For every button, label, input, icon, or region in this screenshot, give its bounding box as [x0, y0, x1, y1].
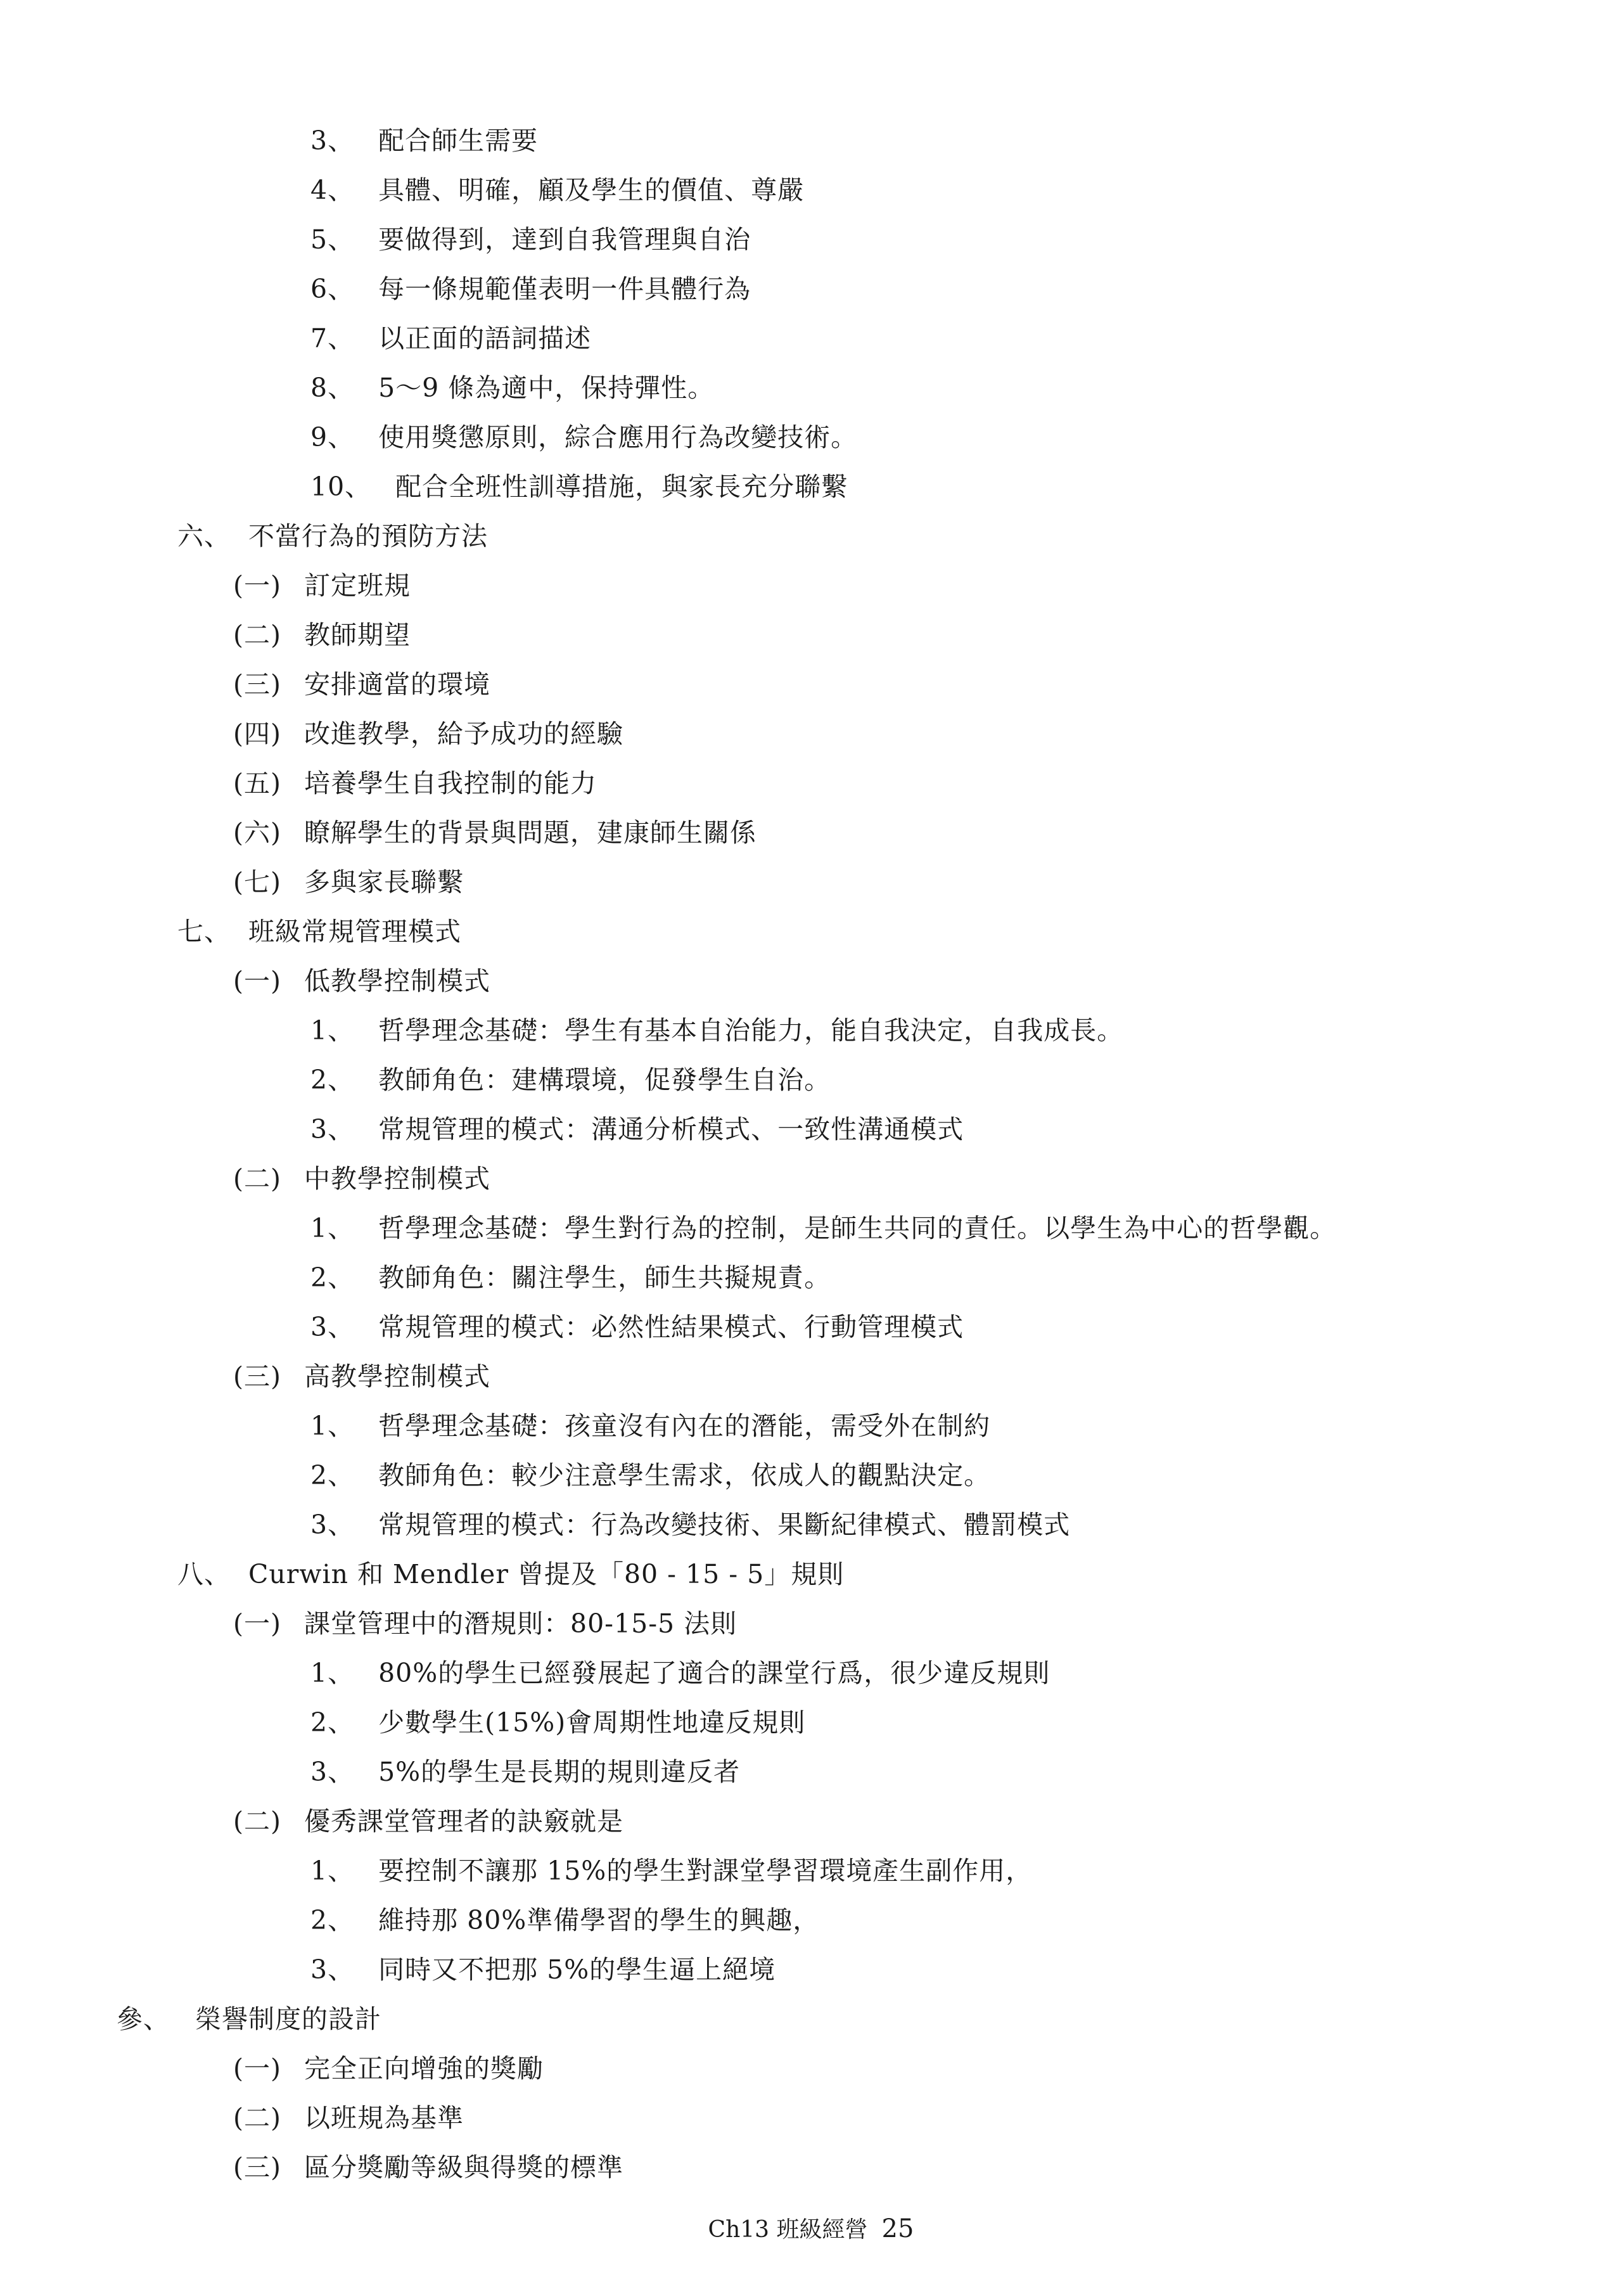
item-text: 中教學控制模式 — [304, 1164, 490, 1194]
item-number: 7、 — [310, 323, 355, 354]
item-number: (二) — [233, 620, 281, 650]
item-number: (二) — [233, 2103, 281, 2133]
item-text: 每一條規範僅表明一件具體行為 — [378, 274, 751, 304]
list-item — [310, 1904, 819, 1937]
item-text: 訂定班規 — [304, 570, 411, 601]
item-text: 多與家長聯繫 — [304, 867, 464, 897]
sub-item — [233, 2151, 623, 2184]
list-item — [310, 273, 751, 305]
item-text: 教師角色：建構環境，促發學生自治。 — [378, 1065, 831, 1095]
item-text: 維持那 80%準備學習的學生的興趣， — [378, 1905, 820, 1935]
item-text: 優秀課堂管理者的訣竅就是 — [304, 1806, 623, 1837]
item-text: 低教學控制模式 — [304, 966, 490, 996]
list-item — [310, 1261, 831, 1294]
item-number: (三) — [233, 669, 281, 700]
sub-item — [233, 1805, 623, 1838]
item-number: (四) — [233, 719, 281, 749]
item-number: (五) — [233, 768, 281, 798]
item-number: 4、 — [310, 175, 355, 205]
item-text: 以正面的語詞描述 — [378, 323, 592, 354]
list-item — [310, 223, 751, 256]
sub-item — [233, 2052, 544, 2085]
item-number: (三) — [233, 2152, 281, 2183]
sub-item — [233, 717, 623, 750]
item-text: 教師期望 — [304, 620, 411, 650]
item-number: 3、 — [310, 1312, 355, 1342]
item-text: 具體、明確，顧及學生的價值、尊嚴 — [378, 175, 805, 205]
list-item — [310, 1508, 1070, 1541]
item-text: 哲學理念基礎：學生有基本自治能力，能自我決定，自我成長。 — [378, 1015, 1124, 1046]
item-number: (一) — [233, 1608, 281, 1639]
item-number: (一) — [233, 570, 281, 601]
list-item — [310, 174, 804, 207]
item-number: 10、 — [310, 471, 372, 502]
chapter-heading — [117, 2003, 381, 2036]
list-item — [310, 1311, 964, 1344]
item-number: 1、 — [310, 1856, 355, 1886]
item-number: 3、 — [310, 1114, 355, 1145]
item-number: (一) — [233, 2053, 281, 2084]
list-item — [310, 1459, 990, 1492]
sub-item — [233, 1360, 490, 1393]
sub-item — [233, 619, 411, 651]
list-item — [310, 1014, 1123, 1047]
item-number: 2、 — [310, 1707, 355, 1738]
item-text: 培養學生自我控制的能力 — [304, 768, 597, 798]
section-title: Curwin 和 Mendler 曾提及「80 - 15 - 5」規則 — [248, 1559, 845, 1589]
item-number: 1、 — [310, 1213, 355, 1243]
list-item — [310, 421, 857, 454]
item-number: 1、 — [310, 1658, 355, 1688]
item-text: 5～9 條為適中，保持彈性。 — [378, 373, 715, 403]
item-number: 3、 — [310, 1510, 355, 1540]
list-item — [310, 1755, 740, 1788]
item-number: (三) — [233, 1361, 281, 1392]
list-item — [310, 470, 848, 503]
item-text: 配合師生需要 — [378, 125, 539, 156]
item-text: 要做得到，達到自我管理與自治 — [378, 224, 751, 255]
item-number: 3、 — [310, 1954, 355, 1985]
item-text: 瞭解學生的背景與問題，建康師生關係 — [304, 818, 757, 848]
item-text: 同時又不把那 5%的學生逼上絕境 — [378, 1954, 776, 1985]
item-number: (一) — [233, 966, 281, 996]
section-title: 不當行為的預防方法 — [248, 521, 488, 551]
item-text: 改進教學，給予成功的經驗 — [304, 719, 623, 749]
item-number: 1、 — [310, 1411, 355, 1441]
sub-item — [233, 668, 490, 701]
item-text: 區分獎勵等級與得獎的標準 — [304, 2152, 623, 2183]
chapter-number: 參、 — [117, 2004, 170, 2034]
sub-item — [233, 2101, 464, 2134]
item-text: 常規管理的模式：行為改變技術、果斷紀律模式、體罰模式 — [378, 1510, 1071, 1540]
sub-item — [233, 965, 490, 997]
list-item — [310, 1657, 1050, 1690]
section-heading — [177, 520, 488, 553]
section-heading — [177, 1558, 844, 1591]
item-number: (二) — [233, 1806, 281, 1837]
sub-item — [233, 816, 757, 849]
item-text: 完全正向增強的獎勵 — [304, 2053, 544, 2084]
list-item — [310, 1854, 1032, 1887]
sub-item — [233, 866, 464, 899]
list-item — [310, 322, 591, 355]
item-text: 配合全班性訓導措施，與家長充分聯繫 — [395, 471, 848, 502]
sub-item — [233, 1607, 737, 1640]
list-item — [310, 124, 538, 157]
item-number: 2、 — [310, 1905, 355, 1935]
section-number: 七、 — [177, 916, 231, 947]
chapter-title: 榮譽制度的設計 — [195, 2004, 381, 2034]
item-number: 5、 — [310, 224, 355, 255]
section-number: 八、 — [177, 1559, 231, 1589]
section-title: 班級常規管理模式 — [248, 916, 461, 947]
page-number: 25 — [881, 2214, 914, 2243]
list-item — [310, 1706, 805, 1739]
sub-item — [233, 767, 597, 800]
item-number: 2、 — [310, 1262, 355, 1293]
list-item — [310, 1409, 990, 1442]
list-item — [310, 371, 714, 404]
list-item — [310, 1063, 831, 1096]
item-number: 9、 — [310, 422, 355, 452]
item-text: 80%的學生已經發展起了適合的課堂行爲，很少違反規則 — [378, 1658, 1050, 1688]
item-text: 教師角色：關注學生，師生共擬規責。 — [378, 1262, 831, 1293]
item-number: 3、 — [310, 1757, 355, 1787]
item-text: 高教學控制模式 — [304, 1361, 490, 1392]
list-item — [310, 1953, 776, 1986]
item-text: 常規管理的模式：溝通分析模式、一致性溝通模式 — [378, 1114, 964, 1145]
list-item — [310, 1212, 1336, 1245]
page-footer — [0, 2215, 1622, 2244]
section-heading — [177, 915, 461, 948]
sub-item — [233, 1162, 490, 1195]
item-number: 1、 — [310, 1015, 355, 1046]
item-text: 少數學生(15%)會周期性地違反規則 — [378, 1707, 806, 1738]
item-text: 以班規為基準 — [304, 2103, 464, 2133]
item-number: 2、 — [310, 1460, 355, 1491]
item-text: 5%的學生是長期的規則違反者 — [378, 1757, 741, 1787]
section-number: 六、 — [177, 521, 231, 551]
item-number: (六) — [233, 818, 281, 848]
item-text: 常規管理的模式：必然性結果模式、行動管理模式 — [378, 1312, 964, 1342]
sub-item — [233, 569, 411, 602]
item-number: 8、 — [310, 373, 355, 403]
footer-chapter: Ch13 班級經營 — [708, 2217, 868, 2243]
item-number: 3、 — [310, 125, 355, 156]
item-text: 教師角色：較少注意學生需求，依成人的觀點決定。 — [378, 1460, 991, 1491]
item-text: 使用獎懲原則，綜合應用行為改變技術。 — [378, 422, 858, 452]
item-number: (七) — [233, 867, 281, 897]
item-number: 2、 — [310, 1065, 355, 1095]
item-text: 要控制不讓那 15%的學生對課堂學習環境產生副作用， — [378, 1856, 1033, 1886]
item-text: 安排適當的環境 — [304, 669, 490, 700]
item-text: 哲學理念基礎：孩童沒有內在的潛能，需受外在制約 — [378, 1411, 991, 1441]
item-number: (二) — [233, 1164, 281, 1194]
item-number: 6、 — [310, 274, 355, 304]
item-text: 哲學理念基礎：學生對行為的控制，是師生共同的責任。以學生為中心的哲學觀。 — [378, 1213, 1337, 1243]
item-text: 課堂管理中的潛規則：80-15-5 法則 — [304, 1608, 738, 1639]
list-item — [310, 1113, 964, 1146]
